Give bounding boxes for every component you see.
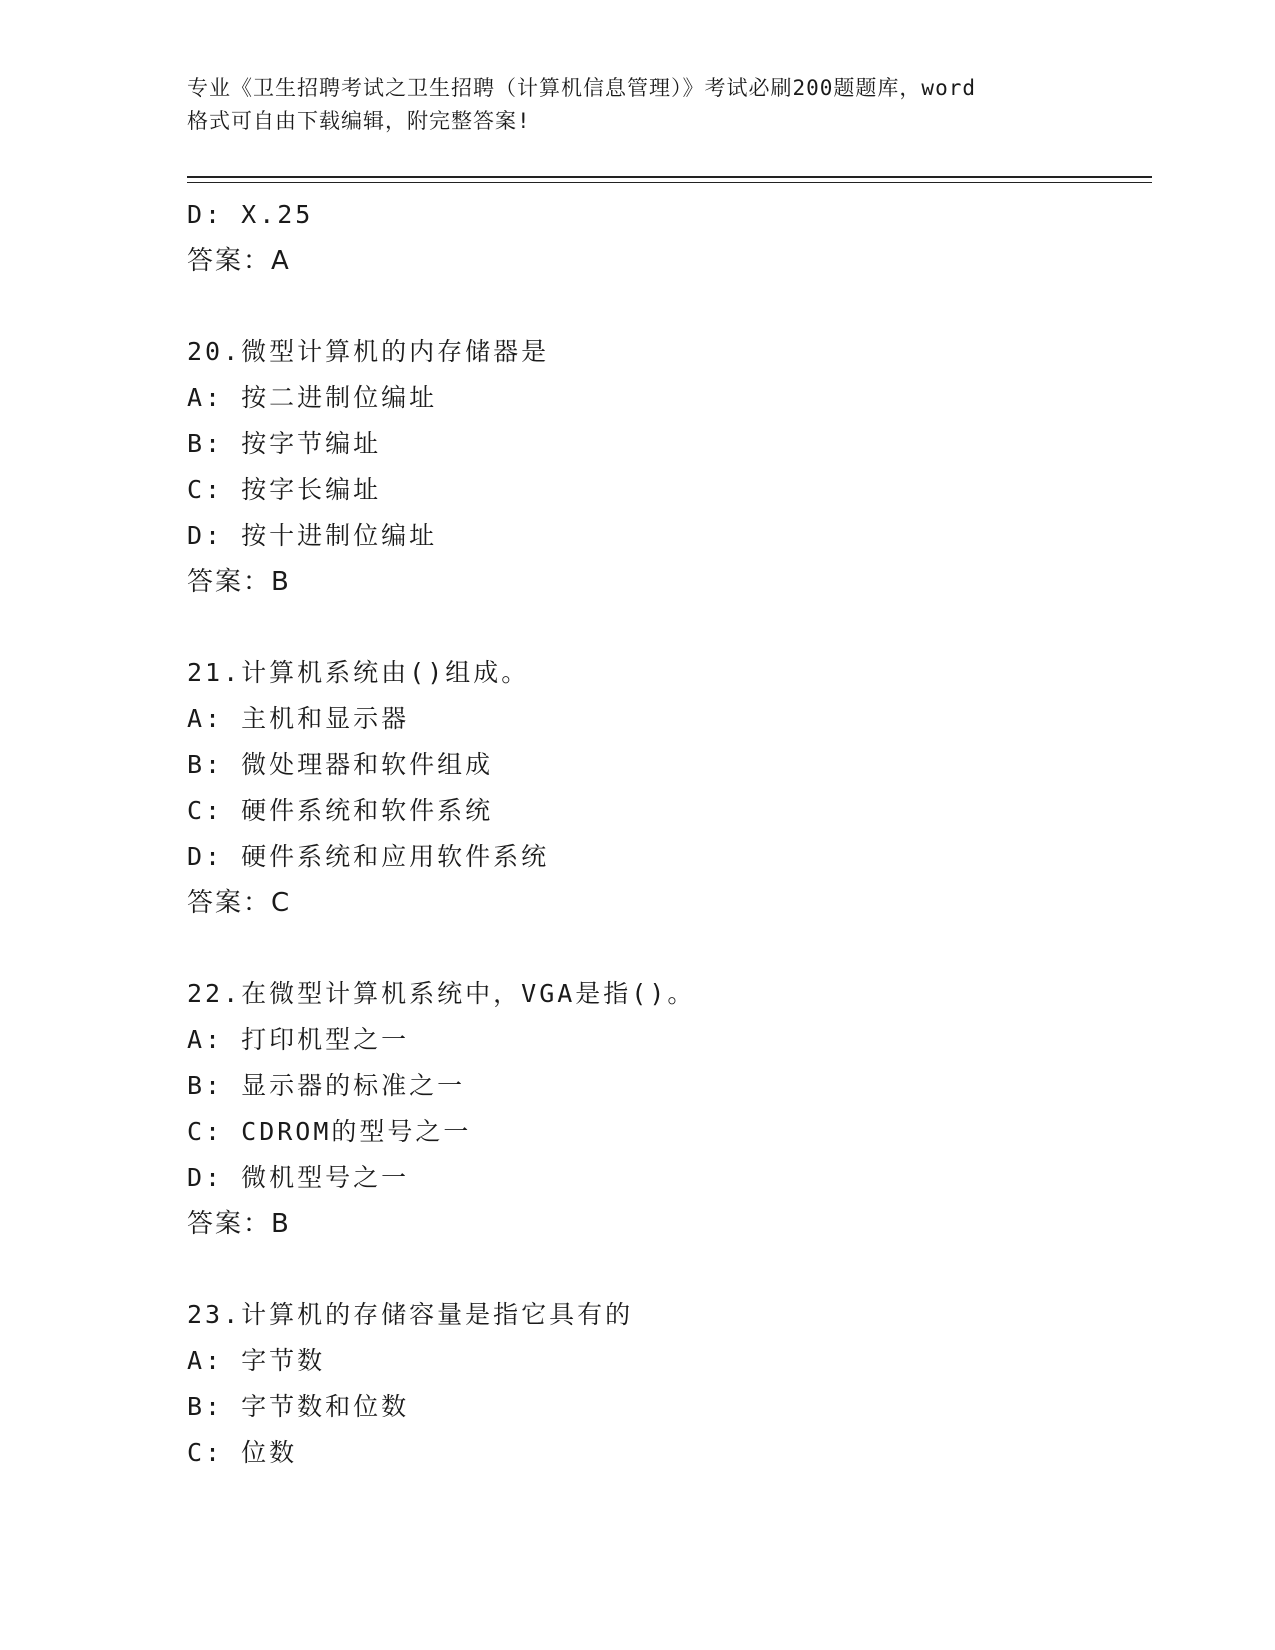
option-b: B: 按字节编址: [187, 429, 382, 458]
option-a: A: 打印机型之一: [187, 1025, 410, 1054]
question-list: [187, 192, 1147, 1476]
option-b: B: 微处理器和软件组成: [187, 750, 494, 779]
answer-line: 答案：C: [187, 888, 292, 918]
option-c: C: 硬件系统和软件系统: [187, 796, 494, 825]
option-d: D: 微机型号之一: [187, 1163, 410, 1192]
option-b: B: 字节数和位数: [187, 1392, 410, 1421]
option-c: C: 按字长编址: [187, 475, 382, 504]
header-line-1: 专业《卫生招聘考试之卫生招聘（计算机信息管理）》考试必刷200题题库，word: [187, 76, 976, 100]
option-d: D: 硬件系统和应用软件系统: [187, 842, 550, 871]
question-21: [187, 650, 1147, 926]
option-c: C: CDROM的型号之一: [187, 1117, 472, 1146]
answer-line: 答案：B: [187, 1209, 291, 1239]
option-d: D: 按十进制位编址: [187, 521, 438, 550]
option-d: D: X.25: [187, 200, 314, 229]
question-stem: 20.微型计算机的内存储器是: [187, 337, 550, 366]
document-header: [187, 72, 1087, 138]
option-b: B: 显示器的标准之一: [187, 1071, 466, 1100]
option-a: A: 字节数: [187, 1346, 326, 1375]
question-20: [187, 329, 1147, 605]
answer-line: 答案：B: [187, 567, 291, 597]
question-stem: 22.在微型计算机系统中，VGA是指()。: [187, 979, 696, 1008]
option-c: C: 位数: [187, 1438, 298, 1467]
header-divider-thick: [187, 176, 1152, 178]
header-line-2: 格式可自由下载编辑，附完整答案!: [187, 109, 531, 133]
question-23: [187, 1292, 1147, 1476]
option-a: A: 按二进制位编址: [187, 383, 438, 412]
question-22: [187, 971, 1147, 1247]
header-divider-thin: [187, 182, 1152, 183]
option-a: A: 主机和显示器: [187, 704, 410, 733]
answer-line: 答案：A: [187, 246, 291, 276]
question-stem: 23.计算机的存储容量是指它具有的: [187, 1300, 634, 1329]
question-stem: 21.计算机系统由()组成。: [187, 658, 530, 687]
